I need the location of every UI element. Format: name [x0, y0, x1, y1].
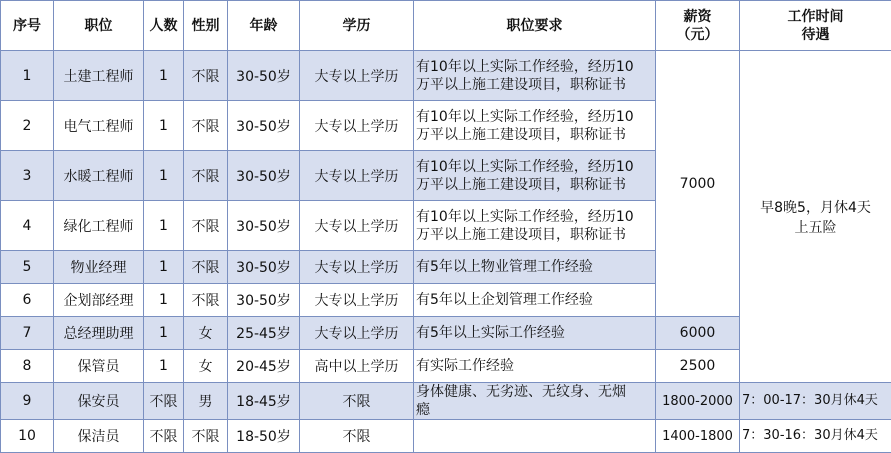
- cell-requirements: [414, 51, 656, 101]
- cell-education: 不限: [300, 420, 414, 453]
- cell-position: 水暖工程师: [54, 151, 144, 201]
- header-education: 学历: [300, 1, 414, 51]
- cell-no: 1: [1, 51, 54, 101]
- cell-count: 1: [144, 350, 184, 383]
- cell-education: 大专以上学历: [300, 284, 414, 317]
- cell-no: 3: [1, 151, 54, 201]
- cell-education: 大专以上学历: [300, 101, 414, 151]
- cell-age: 30-50岁: [228, 251, 300, 284]
- cell-gender: 不限: [184, 101, 228, 151]
- cell-position: 保安员: [54, 383, 144, 420]
- cell-gender: 不限: [184, 420, 228, 453]
- cell-requirements: [414, 201, 656, 251]
- cell-count: 1: [144, 101, 184, 151]
- cell-position: 电气工程师: [54, 101, 144, 151]
- cell-age: 30-50岁: [228, 284, 300, 317]
- cell-no: 9: [1, 383, 54, 420]
- requirements-line2: 万平以上施工建设项目，职称证书: [416, 126, 653, 144]
- header-position: 职位: [54, 1, 144, 51]
- cell-gender: 女: [184, 350, 228, 383]
- cell-age: 30-50岁: [228, 51, 300, 101]
- cell-gender: 不限: [184, 51, 228, 101]
- cell-worktime-merged: [740, 51, 891, 383]
- cell-education: 大专以上学历: [300, 201, 414, 251]
- cell-position: 保管员: [54, 350, 144, 383]
- worktime-line2: 上五险: [742, 217, 889, 237]
- header-gender: 性别: [184, 1, 228, 51]
- cell-gender: 男: [184, 383, 228, 420]
- cell-count: 不限: [144, 420, 184, 453]
- cell-salary: 1800-2000: [656, 383, 740, 420]
- requirements-line1: 有10年以上实际工作经验，经历10: [416, 208, 653, 226]
- cell-no: 2: [1, 101, 54, 151]
- worktime-line1: 早8晚5，月休4天: [742, 197, 889, 217]
- cell-count: 1: [144, 317, 184, 350]
- cell-gender: 不限: [184, 151, 228, 201]
- table-row: [1, 383, 891, 420]
- cell-age: 25-45岁: [228, 317, 300, 350]
- cell-no: 6: [1, 284, 54, 317]
- cell-gender: 不限: [184, 284, 228, 317]
- header-requirements: 职位要求: [414, 1, 656, 51]
- cell-age: 18-45岁: [228, 383, 300, 420]
- cell-salary: 1400-1800: [656, 420, 740, 453]
- cell-requirements: [414, 151, 656, 201]
- cell-education: 大专以上学历: [300, 317, 414, 350]
- requirements-line2: 瘾: [416, 401, 653, 419]
- requirements-line1: 身体健康、无劣迹、无纹身、无烟: [416, 383, 653, 401]
- cell-worktime: 7：00-17：30月休4天: [740, 383, 891, 420]
- cell-no: 8: [1, 350, 54, 383]
- cell-requirements: [414, 383, 656, 420]
- cell-education: 不限: [300, 383, 414, 420]
- requirements-line2: 万平以上施工建设项目，职称证书: [416, 226, 653, 244]
- cell-gender: 不限: [184, 251, 228, 284]
- requirements-line2: 万平以上施工建设项目，职称证书: [416, 176, 653, 194]
- cell-count: 1: [144, 151, 184, 201]
- cell-salary: 2500: [656, 350, 740, 383]
- cell-count: 1: [144, 251, 184, 284]
- cell-age: 20-45岁: [228, 350, 300, 383]
- cell-position: 土建工程师: [54, 51, 144, 101]
- cell-requirements: [414, 101, 656, 151]
- requirements-line2: 万平以上施工建设项目，职称证书: [416, 76, 653, 94]
- requirements-line1: 有10年以上实际工作经验，经历10: [416, 158, 653, 176]
- cell-requirements: 有实际工作经验: [414, 350, 656, 383]
- cell-requirements: 有5年以上企划管理工作经验: [414, 284, 656, 317]
- cell-requirements: 有5年以上实际工作经验: [414, 317, 656, 350]
- header-salary-line1: 薪资: [658, 8, 737, 26]
- header-row: [1, 1, 891, 51]
- cell-education: 大专以上学历: [300, 251, 414, 284]
- header-count: 人数: [144, 1, 184, 51]
- header-age: 年龄: [228, 1, 300, 51]
- cell-count: 1: [144, 284, 184, 317]
- cell-education: 高中以上学历: [300, 350, 414, 383]
- cell-age: 18-50岁: [228, 420, 300, 453]
- cell-position: 企划部经理: [54, 284, 144, 317]
- cell-age: 30-50岁: [228, 151, 300, 201]
- cell-count: 1: [144, 201, 184, 251]
- cell-salary: 6000: [656, 317, 740, 350]
- cell-position: 保洁员: [54, 420, 144, 453]
- cell-salary-merged: 7000: [656, 51, 740, 317]
- cell-gender: 女: [184, 317, 228, 350]
- cell-age: 30-50岁: [228, 201, 300, 251]
- cell-gender: 不限: [184, 201, 228, 251]
- table-row: [1, 420, 891, 453]
- header-worktime-line2: 待遇: [742, 26, 889, 44]
- cell-no: 4: [1, 201, 54, 251]
- cell-education: 大专以上学历: [300, 151, 414, 201]
- header-no: 序号: [1, 1, 54, 51]
- table-row: [1, 51, 891, 101]
- cell-worktime: 7：30-16：30月休4天: [740, 420, 891, 453]
- header-salary: [656, 1, 740, 51]
- cell-no: 5: [1, 251, 54, 284]
- header-worktime: [740, 1, 891, 51]
- header-salary-line2: （元）: [658, 26, 737, 44]
- requirements-line1: 有10年以上实际工作经验，经历10: [416, 108, 653, 126]
- requirements-line1: 有10年以上实际工作经验，经历10: [416, 58, 653, 76]
- cell-position: 物业经理: [54, 251, 144, 284]
- cell-requirements: [414, 420, 656, 453]
- cell-requirements: 有5年以上物业管理工作经验: [414, 251, 656, 284]
- cell-education: 大专以上学历: [300, 51, 414, 101]
- cell-position: 绿化工程师: [54, 201, 144, 251]
- cell-count: 1: [144, 51, 184, 101]
- cell-no: 10: [1, 420, 54, 453]
- cell-count: 不限: [144, 383, 184, 420]
- header-worktime-line1: 工作时间: [742, 8, 889, 26]
- cell-age: 30-50岁: [228, 101, 300, 151]
- cell-no: 7: [1, 317, 54, 350]
- cell-position: 总经理助理: [54, 317, 144, 350]
